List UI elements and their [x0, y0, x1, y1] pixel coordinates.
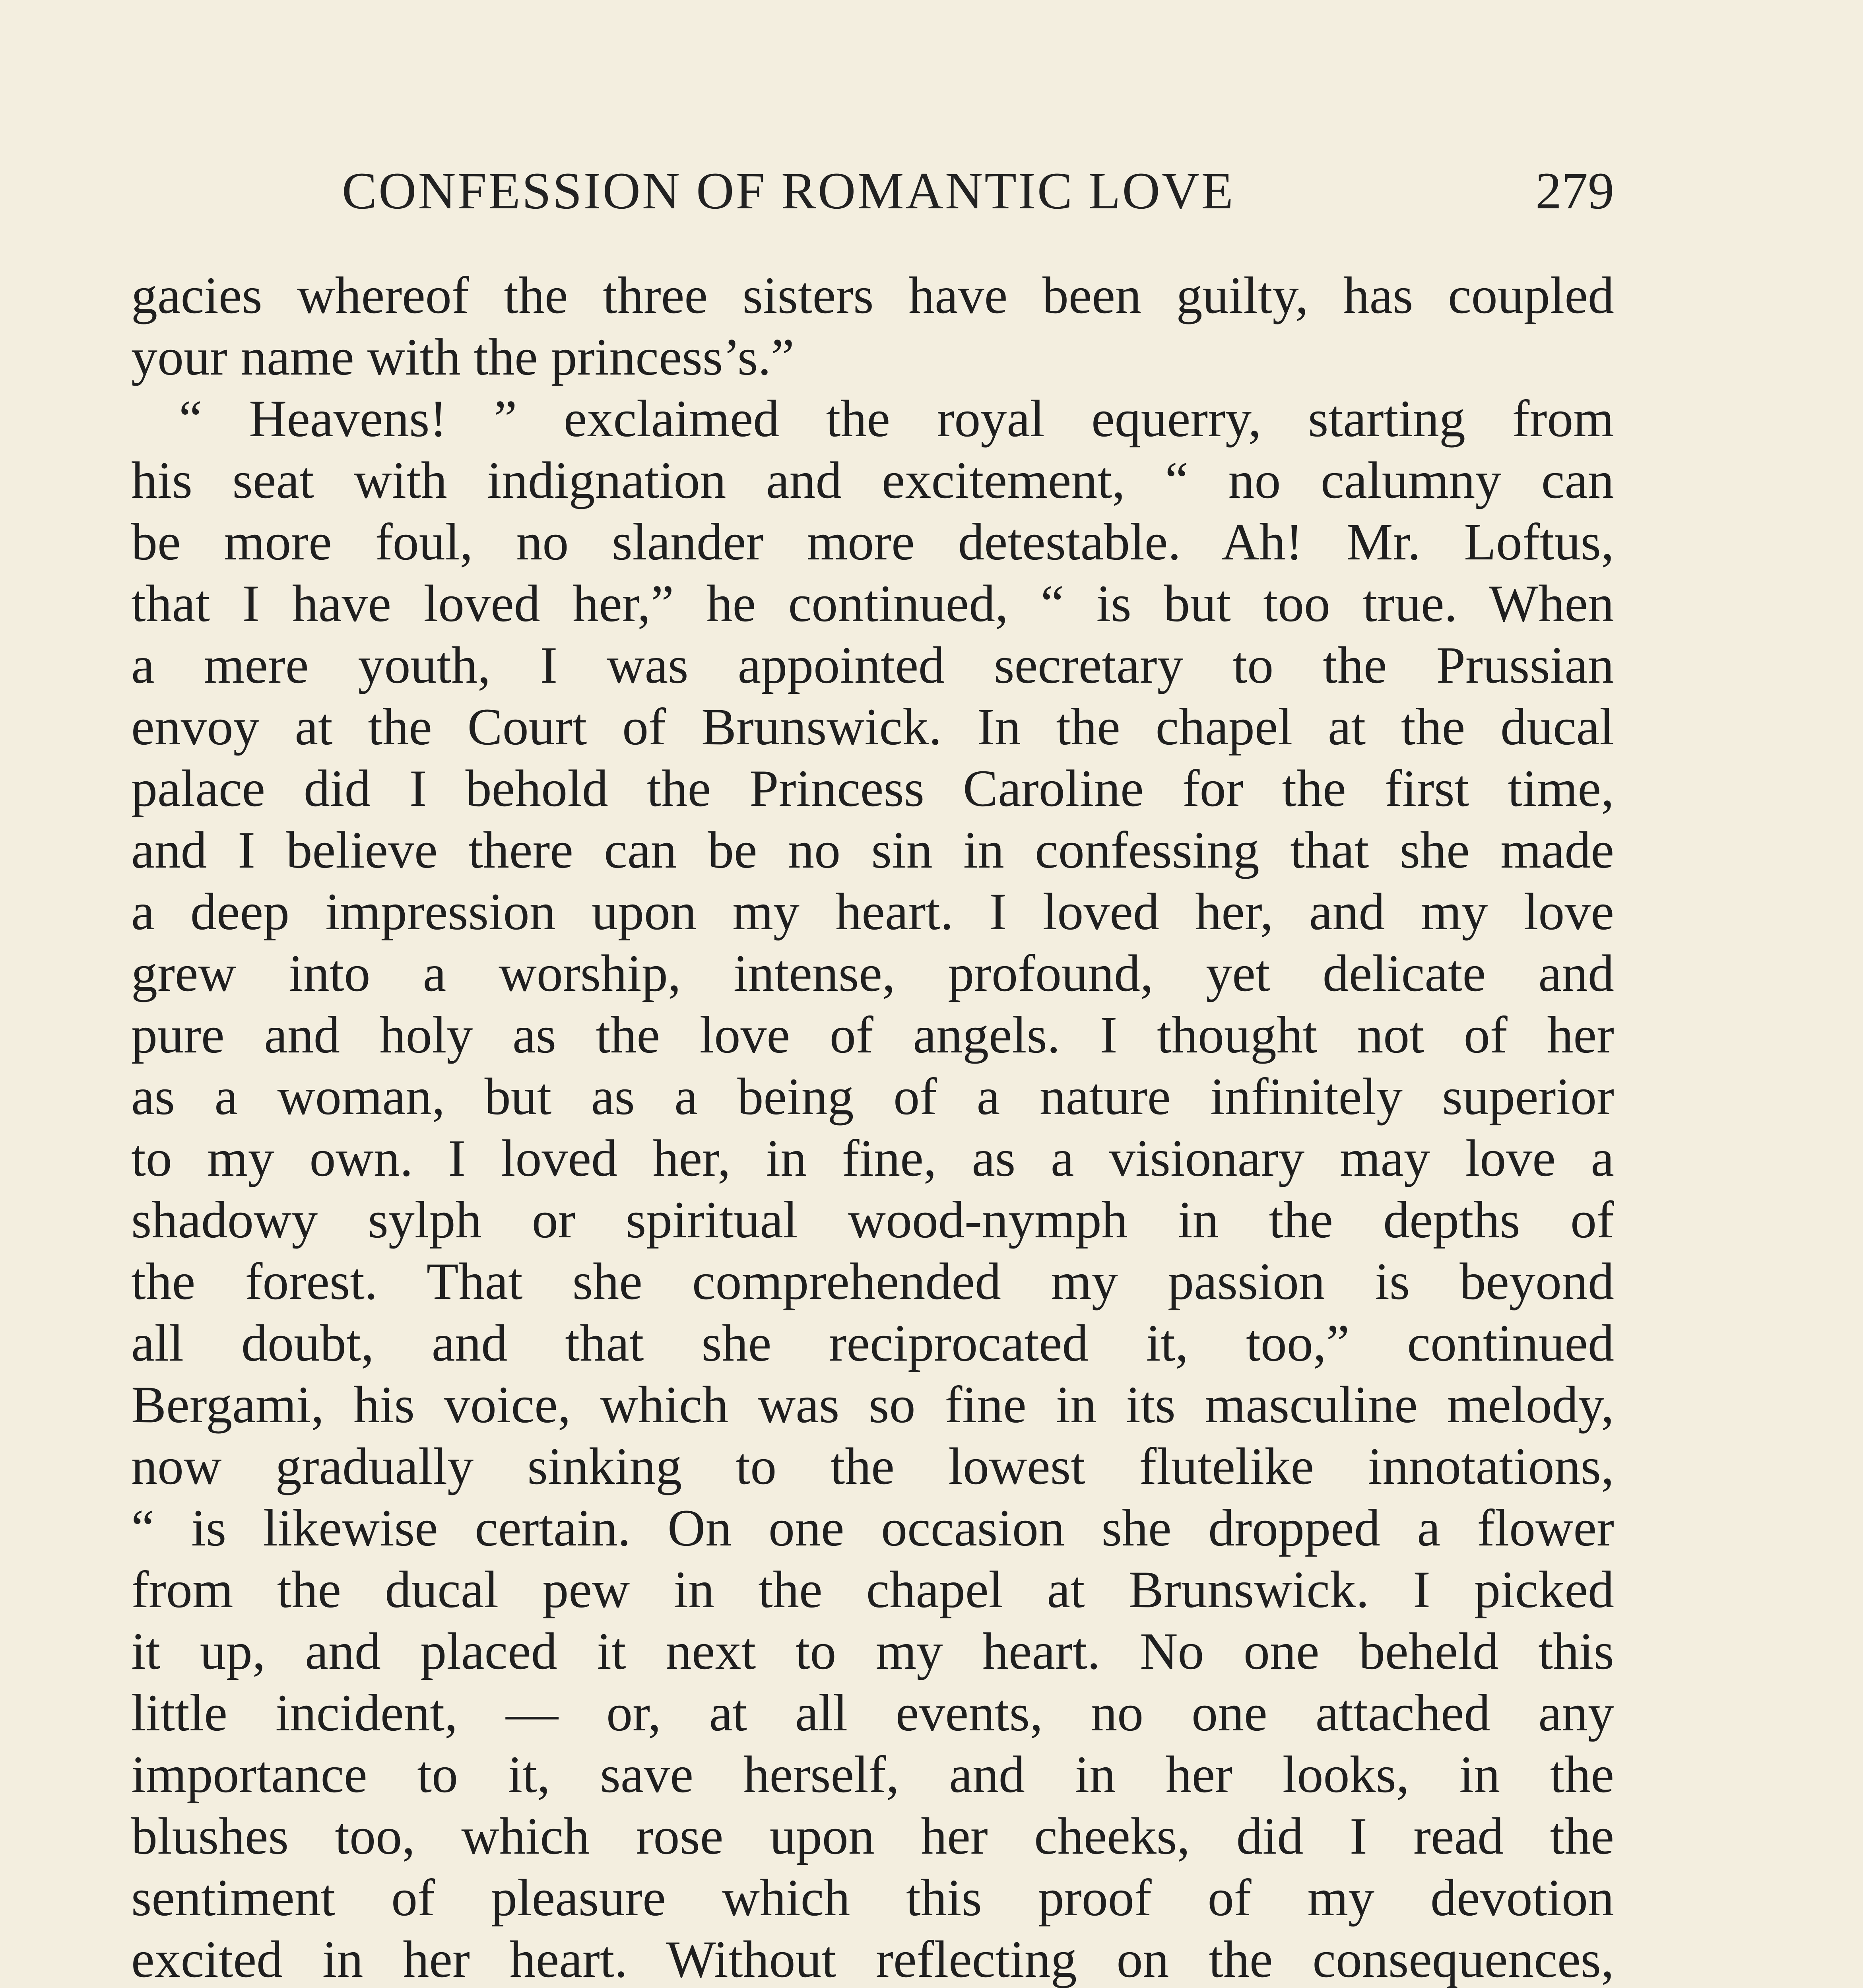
- text-line: grew into a worship, intense, profound, yet delicate and: [131, 944, 1614, 1002]
- text-line: gacies whereof the three sisters have been guilty, has coupled: [131, 266, 1614, 324]
- text-line: “ is likewise certain. On one occasion she dropped a flower: [131, 1499, 1614, 1557]
- text-line: from the ducal pew in the chapel at Brunswick. I picked: [131, 1560, 1614, 1619]
- text-line: his seat with indignation and excitement, “ no calumny can: [131, 451, 1614, 509]
- text-line: shadowy sylph or spiritual wood-nymph in the depths of: [131, 1190, 1614, 1249]
- running-head: [131, 157, 1614, 225]
- text-line: and I believe there can be no sin in confessing that she made: [131, 821, 1614, 879]
- body-text: [131, 264, 1614, 1988]
- text-line: now gradually sinking to the lowest flutelike innotations,: [131, 1437, 1614, 1495]
- text-line: palace did I behold the Princess Caroline for the first time,: [131, 759, 1614, 817]
- text-line: sentiment of pleasure which this proof of my devotion: [131, 1868, 1614, 1927]
- text-line: “ Heavens! ” exclaimed the royal equerry, starting from: [179, 389, 1614, 448]
- text-line: blushes too, which rose upon her cheeks, did I read the: [131, 1807, 1614, 1865]
- text-line: that I have loved her,” he continued, “ is but too true. When: [131, 574, 1614, 633]
- text-line: be more foul, no slander more detestable. Ah! Mr. Loftus,: [131, 513, 1614, 571]
- text-line: it up, and placed it next to my heart. No one beheld this: [131, 1622, 1614, 1680]
- text-line: all doubt, and that she reciprocated it, too,” continued: [131, 1314, 1614, 1372]
- text-line: importance to it, save herself, and in her looks, in the: [131, 1745, 1614, 1804]
- running-title: CONFESSION OF ROMANTIC LOVE: [342, 161, 1235, 220]
- text-line: a mere youth, I was appointed secretary to the Prussian: [131, 636, 1614, 694]
- page-number: 279: [1535, 161, 1614, 220]
- text-line: as a woman, but as a being of a nature infinitely superior: [131, 1067, 1614, 1126]
- text-line: a deep impression upon my heart. I loved her, and my love: [131, 882, 1614, 941]
- text-line: your name with the princess’s.”: [131, 328, 794, 386]
- text-line: little incident, — or, at all events, no one attached any: [131, 1683, 1614, 1742]
- text-line: excited in her heart. Without reflecting on the consequences,: [131, 1930, 1614, 1988]
- text-line: the forest. That she comprehended my passion is beyond: [131, 1252, 1614, 1310]
- text-line: Bergami, his voice, which was so fine in its masculine melody,: [131, 1375, 1614, 1434]
- text-line: pure and holy as the love of angels. I thought not of her: [131, 1006, 1614, 1064]
- text-line: envoy at the Court of Brunswick. In the chapel at the ducal: [131, 697, 1614, 756]
- text-line: to my own. I loved her, in fine, as a visionary may love a: [131, 1129, 1614, 1187]
